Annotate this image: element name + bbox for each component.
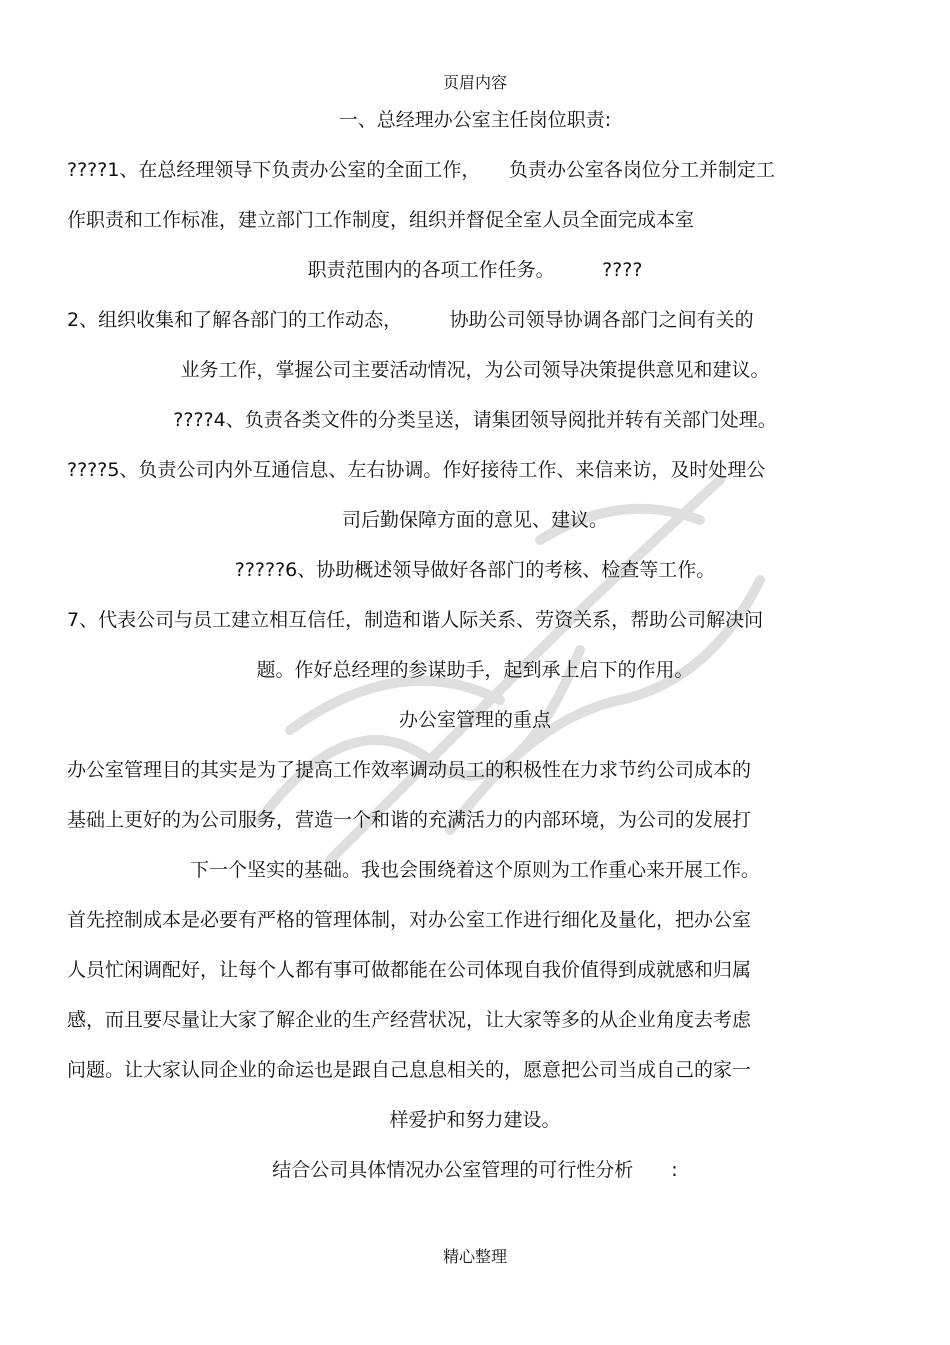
body-line: 2、组织收集和了解各部门的工作动态， 协助公司领导协调各部门之间有关的: [67, 309, 754, 331]
section-title: 结合公司具体情况办公室管理的可行性分析 :: [272, 1159, 678, 1181]
body-line: ????4、负责各类文件的分类呈送，请集团领导阅批并转有关部门处理。: [173, 409, 777, 431]
body-line: 办公室管理目的其实是为了提高工作效率调动员工的积极性在力求节约公司成本的: [67, 759, 752, 781]
body-line: 感，而且要尽量让大家了解企业的生产经营状况，让大家等多的从企业角度去考虑: [67, 1009, 752, 1031]
body-line: 下一个坚实的基础。我也会围绕着这个原则为工作重心来开展工作。: [189, 859, 760, 881]
body-line: 基础上更好的为公司服务，营造一个和谐的充满活力的内部环境，为公司的发展打: [67, 809, 752, 831]
page-footer: 精心整理: [442, 1247, 507, 1266]
section-title: 一、总经理办公室主任岗位职责:: [338, 109, 612, 131]
body-line: 业务工作，掌握公司主要活动情况，为公司领导决策提供意见和建议。: [180, 359, 770, 381]
body-line: 题。作好总经理的参谋助手，起到承上启下的作用。: [256, 659, 694, 681]
page-header: 页眉内容: [442, 73, 507, 92]
body-line: ????5、负责公司内外互通信息、左右协调。作好接待工作、来信来访，及时处理公: [67, 459, 766, 481]
section-title: 办公室管理的重点: [398, 709, 551, 731]
body-line: 首先控制成本是必要有严格的管理体制，对办公室工作进行细化及量化，把办公室: [67, 909, 752, 931]
body-line: 职责范围内的各项工作任务。 ????: [307, 259, 643, 281]
body-line: 样爱护和努力建设。: [389, 1109, 561, 1131]
body-line: 问题。让大家认同企业的命运也是跟自己息息相关的，愿意把公司当成自己的家一: [67, 1059, 752, 1081]
body-line: 司后勤保障方面的意见、建议。: [341, 509, 608, 531]
body-line: 人员忙闲调配好，让每个人都有事可做都能在公司体现自我价值得到成就感和归属: [67, 959, 752, 981]
body-line: 7、代表公司与员工建立相互信任，制造和谐人际关系、劳资关系，帮助公司解决问: [67, 609, 764, 631]
body-line: 作职责和工作标准，建立部门工作制度，组织并督促全室人员全面完成本室: [67, 209, 695, 231]
body-line: ????1、在总经理领导下负责办公室的全面工作， 负责办公室各岗位分工并制定工: [67, 159, 775, 181]
body-line: ?????6、协助概述领导做好各部门的考核、检查等工作。: [234, 559, 716, 581]
